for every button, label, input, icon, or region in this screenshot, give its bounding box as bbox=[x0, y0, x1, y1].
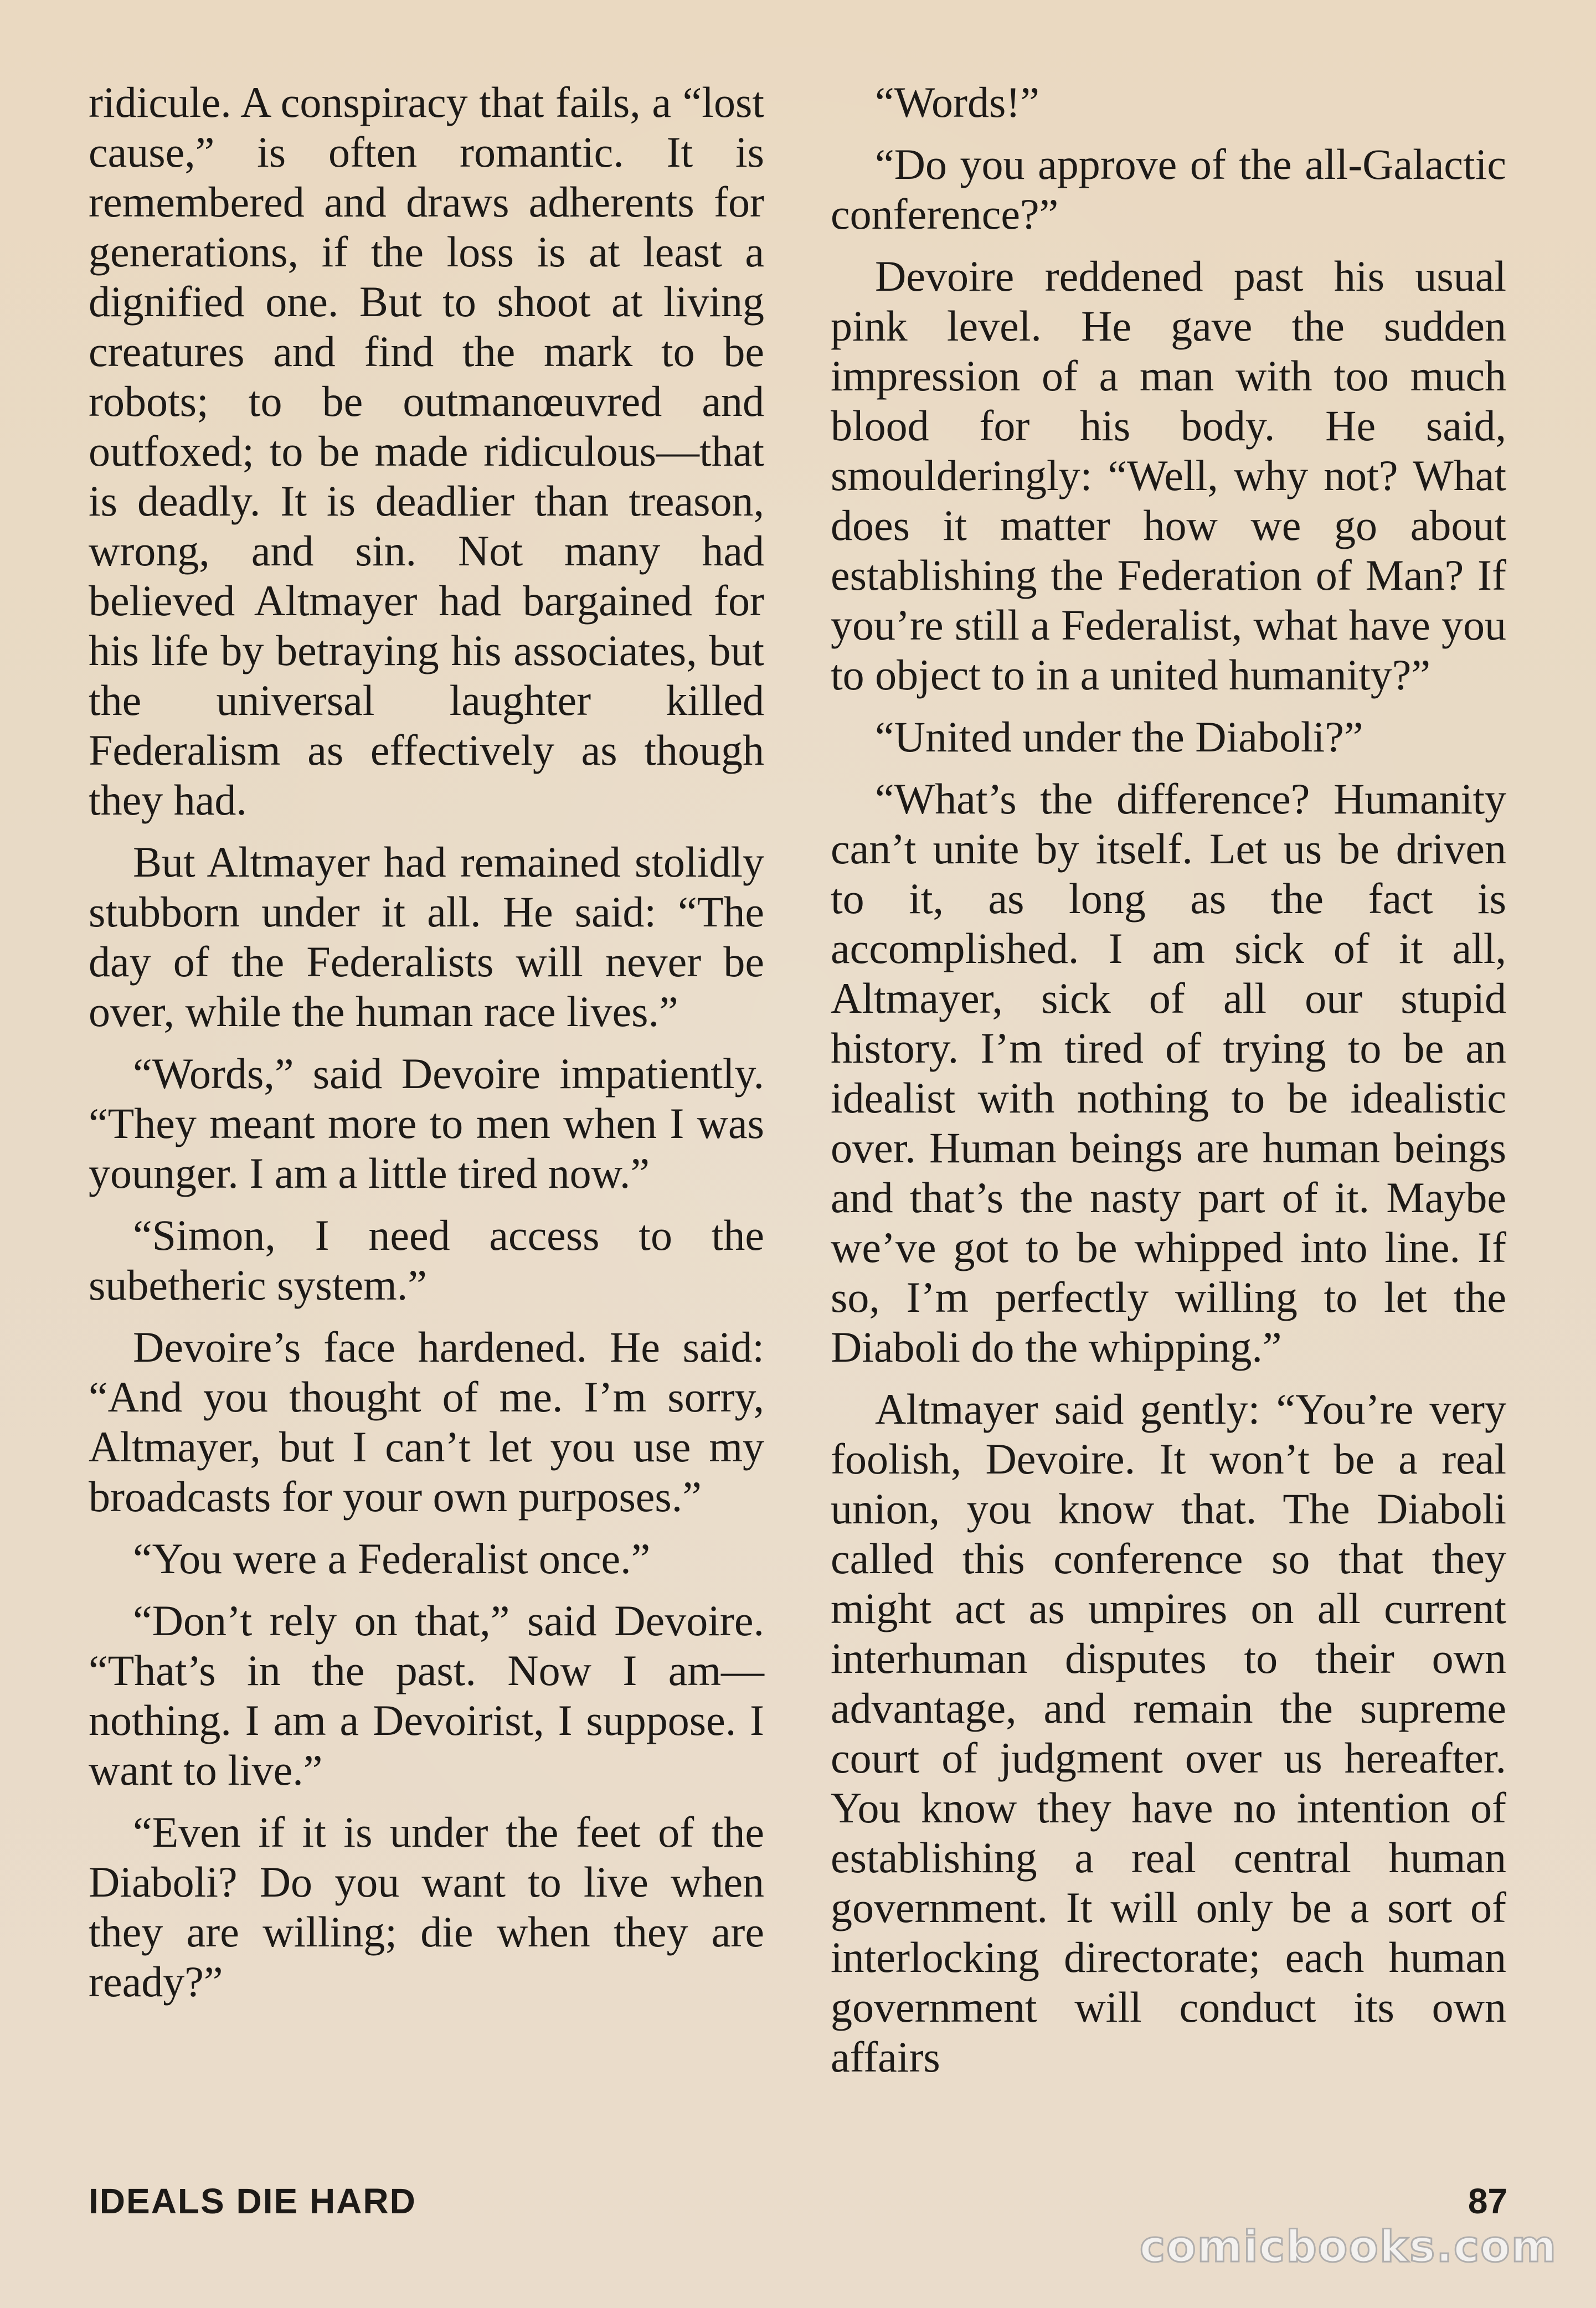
paragraph: “Words,” said Devoire impatiently. “They meant more to men when I was younger. I am a little tired now.” bbox=[89, 1049, 764, 1197]
paragraph: Altmayer said gently: “You’re very foolish, Devoire. It won’t be a real union, you know that. The Diaboli called this conference so that they might act as umpires on all current interhuman disputes to their own advantage, and remain the supreme court of judgment over us hereafter. You know they have no intention of establishing a real central human government. It will only be a sort of interlocking directorate; each human government will conduct its own affairs bbox=[831, 1385, 1506, 2081]
text-columns bbox=[89, 78, 1506, 2094]
page-number: 87 bbox=[1468, 2181, 1507, 2221]
paragraph: Devoire reddened past his usual pink level. He gave the sudden impression of a man with too much blood for his body. He said, smoulderingly: “Well, why not? What does it matter how we go about establishing the Federation of Man? If you’re still a Federalist, what have you to object to in a united humanity?” bbox=[831, 252, 1506, 699]
paragraph: ridicule. A conspiracy that fails, a “lost cause,” is often romantic. It is remembered and draws adherents for generations, if the loss is at least a dignified one. But to shoot at living creatures and find the mark to be robots; to be outmanœuvred and outfoxed; to be made ridiculous—that is deadly. It is deadlier than treason, wrong, and sin. Not many had believed Altmayer had bargained for his life by betraying his associates, but the universal laughter killed Federalism as effectively as though they had. bbox=[89, 78, 764, 824]
paragraph: Devoire’s face hardened. He said: “And you thought of me. I’m sorry, Altmayer, but I can’t let you use my broadcasts for your own purposes.” bbox=[89, 1323, 764, 1521]
paragraph: But Altmayer had remained stolidly stubborn under it all. He said: “The day of the Federalists will never be over, while the human race lives.” bbox=[89, 838, 764, 1035]
watermark: comicbooks.com bbox=[1139, 2222, 1557, 2272]
paragraph: “Simon, I need access to the subetheric system.” bbox=[89, 1211, 764, 1309]
left-column bbox=[89, 78, 764, 2094]
paragraph: “United under the Diaboli?” bbox=[875, 713, 1363, 761]
paragraph: “Do you approve of the all-Galactic conference?” bbox=[831, 140, 1506, 238]
right-column bbox=[831, 78, 1506, 2094]
paragraph: “Don’t rely on that,” said Devoire. “That’s in the past. Now I am—nothing. I am a Devoirist, I suppose. I want to live.” bbox=[89, 1596, 764, 1794]
paragraph: “Even if it is under the feet of the Diaboli? Do you want to live when they are willing; die when they are ready?” bbox=[89, 1808, 764, 2006]
paragraph: “What’s the difference? Humanity can’t unite by itself. Let us be driven to it, as long as the fact is accomplished. I am sick of it all, Altmayer, sick of all our stupid history. I’m tired of trying to be an idealist with nothing to be idealistic over. Human beings are human beings and that’s the nasty part of it. Maybe we’ve got to be whipped into line. If so, I’m perfectly willing to let the Diaboli do the whipping.” bbox=[831, 775, 1506, 1371]
running-footer-title: IDEALS DIE HARD bbox=[89, 2181, 416, 2221]
paragraph: “You were a Federalist once.” bbox=[133, 1534, 651, 1583]
paragraph: “Words!” bbox=[875, 78, 1039, 126]
